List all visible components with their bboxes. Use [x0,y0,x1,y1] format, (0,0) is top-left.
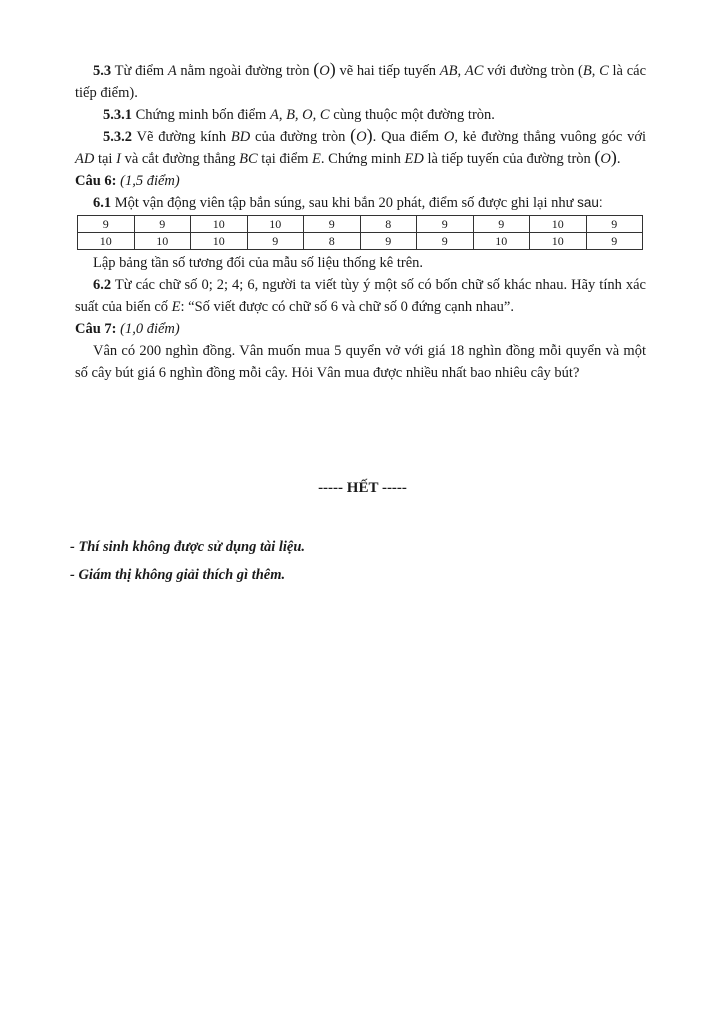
table-cell: 10 [191,233,248,250]
text: nằm ngoài đường tròn [176,63,314,79]
text: cùng thuộc một đường tròn. [329,107,495,123]
math-var: E [171,299,181,315]
question-7-heading [75,318,646,340]
end-mark: ----- HẾT ----- [318,480,407,496]
text: sau: [577,195,603,210]
table-cell: 9 [586,233,643,250]
table-cell: 8 [304,233,361,250]
math-var: B [582,63,592,79]
text: Từ điểm [111,63,168,79]
problem-5-3: 5.3 Từ điểm A nằm ngoài đường tròn (O) vẽ hai tiếp tuyến AB, AC với đường tròn (B, C là các tiếp điểm). [75,59,646,101]
table-row [78,216,643,233]
score-table [77,215,643,250]
table-cell: 10 [78,233,135,250]
text: tại điểm [257,151,313,167]
table-cell: 9 [417,216,474,233]
problem-6-1 [75,192,646,214]
paren: ) [329,59,336,79]
math-var: E [312,151,321,167]
math-var: A, B, O, C [269,107,330,123]
problem-number: 5.3 [93,63,112,79]
table-cell: 9 [360,233,417,250]
math-var: A [167,63,177,79]
text: : “Số viết được có chữ số 6 và chữ số 0 đứng cạnh nhau”. [180,299,514,315]
table-cell: 8 [360,216,417,233]
text: , [457,63,465,79]
table-cell: 10 [473,233,530,250]
question-points: (1,5 điểm) [120,173,180,189]
table-cell: 9 [78,216,135,233]
problem-number: 5.3.1 [103,107,132,123]
text: Chứng minh bốn điểm [132,107,270,123]
paren: ( [594,147,601,167]
math-var: O [356,129,367,145]
text: tại [94,151,117,167]
table-cell: 9 [134,216,191,233]
table-cell: 10 [530,216,587,233]
math-var: AB [439,63,458,79]
problem-6-2 [75,274,646,318]
math-var: BD [230,129,251,145]
problem-5-3-1 [75,104,646,126]
math-var: BC [239,151,258,167]
table-cell: 10 [247,216,304,233]
text: Một vận động viên tập bắn súng, sau khi bắn 20 phát, điểm số được ghi lại như [111,195,578,211]
table-instruction: Lập bảng tần số tương đối của mẫu số liệu thống kê trên. [93,255,424,271]
note-item: - Thí sinh không được sử dụng tài liệu. [70,539,306,555]
text: , kẻ đường thẳng vuông góc với [454,129,647,145]
table-cell: 9 [304,216,361,233]
math-var: AD [75,151,95,167]
table-cell: 10 [191,216,248,233]
table-row [78,233,643,250]
text: . Qua điểm [372,129,444,145]
question-6-heading [75,170,646,192]
table-cell: 10 [134,233,191,250]
question-label: Câu 7: [75,321,117,337]
text: với đường tròn ( [483,63,583,79]
text: vẽ hai tiếp tuyến [335,63,440,79]
notes [70,533,305,589]
problem-number: 5.3.2 [103,129,132,145]
paren: ( [350,125,357,145]
math-var: O [600,151,611,167]
math-var: ED [404,151,424,167]
paren: ) [366,125,373,145]
table-cell: 9 [417,233,474,250]
table-cell: 9 [247,233,304,250]
problem-5-3-2 [75,126,646,170]
text: Từ các chữ số 0; 2; 4; 6, người ta viết tùy ý một số có bốn chữ số khác nhau. Hãy tính xác suất của biến cố [75,277,646,315]
text: là các tiếp điểm). [75,63,646,101]
math-var: O [319,63,330,79]
question-label: Câu 6: [75,173,117,189]
math-var: I [116,151,121,167]
math-var: AC [464,63,484,79]
paren: ( [313,59,320,79]
text: . Chứng minh [320,151,405,167]
question-points: (1,0 điểm) [120,321,180,337]
text: Vẽ đường kính [132,129,231,145]
exam-content [75,60,646,384]
note-item: - Giám thị không giải thích gì thêm. [70,567,286,583]
problem-number: 6.2 [93,277,112,293]
text: của đường tròn [250,129,351,145]
text: là tiếp tuyến của đường tròn [423,151,595,167]
math-var: C [599,63,609,79]
problem-7: Vân có 200 nghìn đồng. Vân muốn mua 5 quyển vở với giá 18 nghìn đồng mỗi quyển và một số cây bút giá 6 nghìn đồng mỗi cây. Hỏi Vân mua được nhiều nhất bao nhiêu cây bút? [75,343,646,381]
table-cell: 10 [530,233,587,250]
text: và cắt đường thẳng [120,151,240,167]
table-cell: 9 [473,216,530,233]
paren: ) [610,147,617,167]
math-var: O [443,129,455,145]
text: . [616,151,621,167]
problem-number: 6.1 [93,195,112,211]
table-cell: 9 [586,216,643,233]
